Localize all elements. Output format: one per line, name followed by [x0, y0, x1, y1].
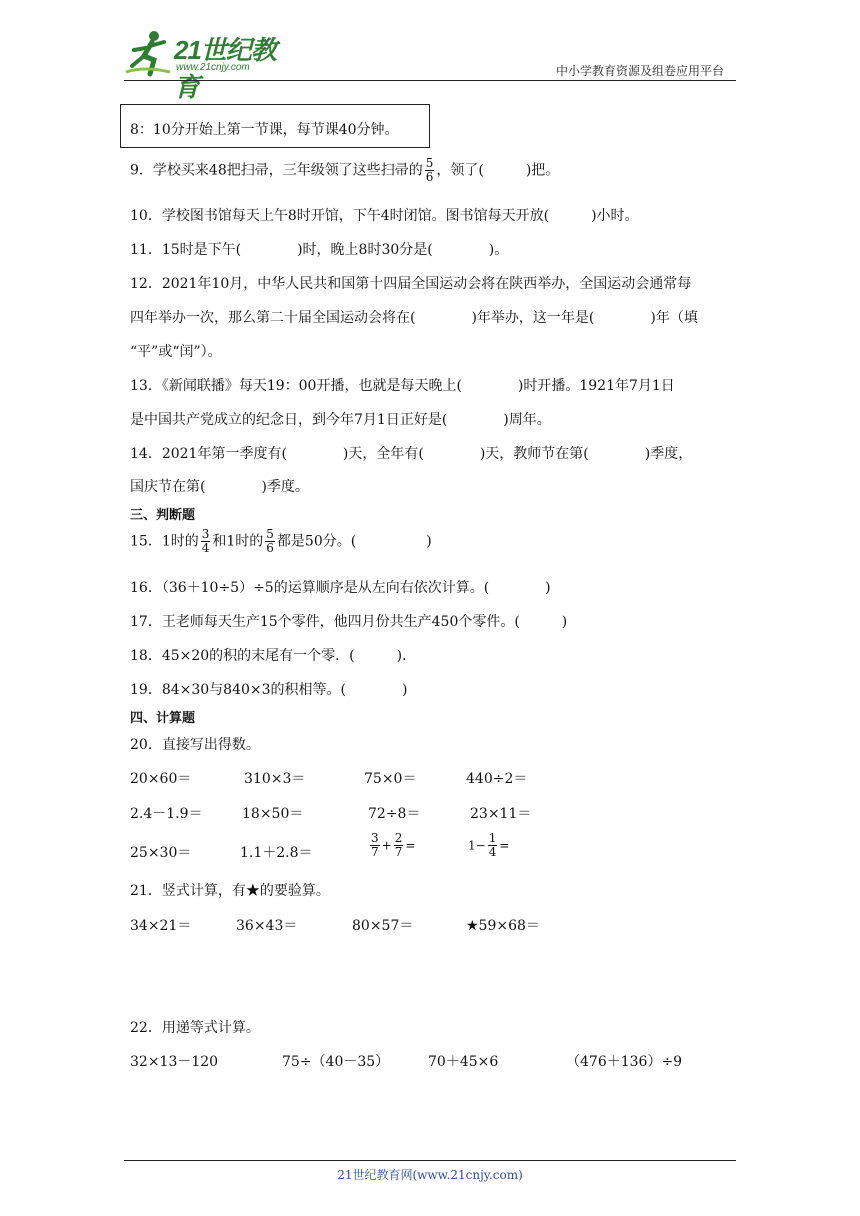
question-10: 10．学校图书馆每天上午8时开馆，下午4时闭馆。图书馆每天开放( )小时。 — [130, 208, 639, 224]
question-14-line1: 14．2021年第一季度有( )天，全年有( )天，教师节在第( )季度， — [130, 446, 693, 462]
header-divider — [124, 80, 736, 81]
question-12-line2: 四年举办一次，那么第二十届全国运动会将在( )年举办，这一年是( )年（填 — [130, 310, 698, 326]
calc-item: 23×11＝ — [470, 806, 532, 822]
question-13-line2: 是中国共产党成立的纪念日，到今年7月1日正好是( )周年。 — [130, 412, 551, 428]
question-16: 16．（36＋10÷5）÷5的运算顺序是从左向右依次计算。( ) — [130, 580, 551, 596]
calc-item: 36×43＝ — [236, 918, 298, 934]
calc-item: 80×57＝ — [352, 918, 414, 934]
question-15: 15．1时的 $\frac{3}{4}$ 和1时的 $\frac{5}{6}$ 都是50分。( ) — [130, 527, 432, 555]
boxed-note-text: 8：10分开始上第一节课，每节课40分钟。 — [130, 122, 399, 138]
question-22-title: 22．用递等式计算。 — [130, 1020, 260, 1036]
calc-item: 2.4－1.9＝ — [130, 806, 203, 822]
runner-icon — [124, 28, 174, 78]
question-9: 9．学校买来48把扫帚，三年级领了这些扫帚的 $\frac{5}{6}$ ，领了( )把。 — [130, 156, 560, 184]
calc-item: ★59×68＝ — [466, 918, 540, 934]
logo-text: 21世纪教育 — [174, 35, 276, 102]
question-14-line2: 国庆节在第( )季度。 — [130, 479, 309, 495]
question-19: 19．84×30与840×3的积相等。( ) — [130, 682, 408, 698]
fraction: $\frac{5}{6}$ — [425, 156, 434, 184]
question-13-line1: 13．《新闻联播》每天19：00开播，也就是每天晚上( )时开播。1921年7月1日 — [130, 378, 675, 394]
calc-item-fraction-diff: 1− $\frac{1}{4}$ = — [468, 831, 510, 859]
question-11: 11．15时是下午( )时，晚上8时30分是( )。 — [130, 242, 509, 258]
question-12-line1: 12．2021年10月，中华人民共和国第十四届全国运动会将在陕西举办，全国运动会通常每 — [130, 276, 692, 292]
calc-item: 18×50＝ — [242, 806, 304, 822]
calc-item: （476＋136）÷9 — [566, 1054, 683, 1070]
logo-url: www.21cnjy.com — [176, 62, 250, 73]
footer-text: 21世纪教育网(www.21cnjy.com) — [337, 1168, 523, 1182]
question-12-line3: “平”或“闰”）。 — [130, 344, 222, 360]
footer-divider — [124, 1160, 736, 1161]
header-platform-text: 中小学教育资源及组卷应用平台 — [555, 64, 724, 78]
section-title-calculation: 四、计算题 — [130, 710, 196, 725]
calc-item: 25×30＝ — [130, 845, 192, 861]
site-logo — [124, 28, 294, 102]
fraction: $\frac{3}{4}$ — [201, 527, 210, 555]
section-title-judgement: 三、判断题 — [130, 507, 196, 522]
question-21-title: 21．竖式计算，有★的要验算。 — [130, 883, 330, 899]
calc-item: 75÷（40－35） — [282, 1054, 390, 1070]
calc-item: 32×13－120 — [130, 1054, 219, 1070]
calc-item: 20×60＝ — [130, 771, 192, 787]
calc-item: 72÷8＝ — [368, 806, 421, 822]
fraction: $\frac{5}{6}$ — [266, 527, 274, 555]
question-20-title: 20．直接写出得数。 — [130, 737, 260, 753]
calc-item: 34×21＝ — [130, 918, 192, 934]
calc-item: 1.1＋2.8＝ — [240, 845, 313, 861]
question-18: 18．45×20的积的末尾有一个零．( )． — [130, 648, 417, 664]
calc-item: 70＋45×6 — [428, 1054, 499, 1070]
calc-item-fraction-sum: $\frac{3}{7}$ + $\frac{2}{7}$ = — [371, 831, 416, 859]
calc-item: 310×3＝ — [244, 771, 306, 787]
calc-item: 75×0＝ — [364, 771, 417, 787]
calc-item: 440÷2＝ — [466, 771, 528, 787]
question-17: 17．王老师每天生产15个零件，他四月份共生产450个零件。( ) — [130, 614, 568, 630]
